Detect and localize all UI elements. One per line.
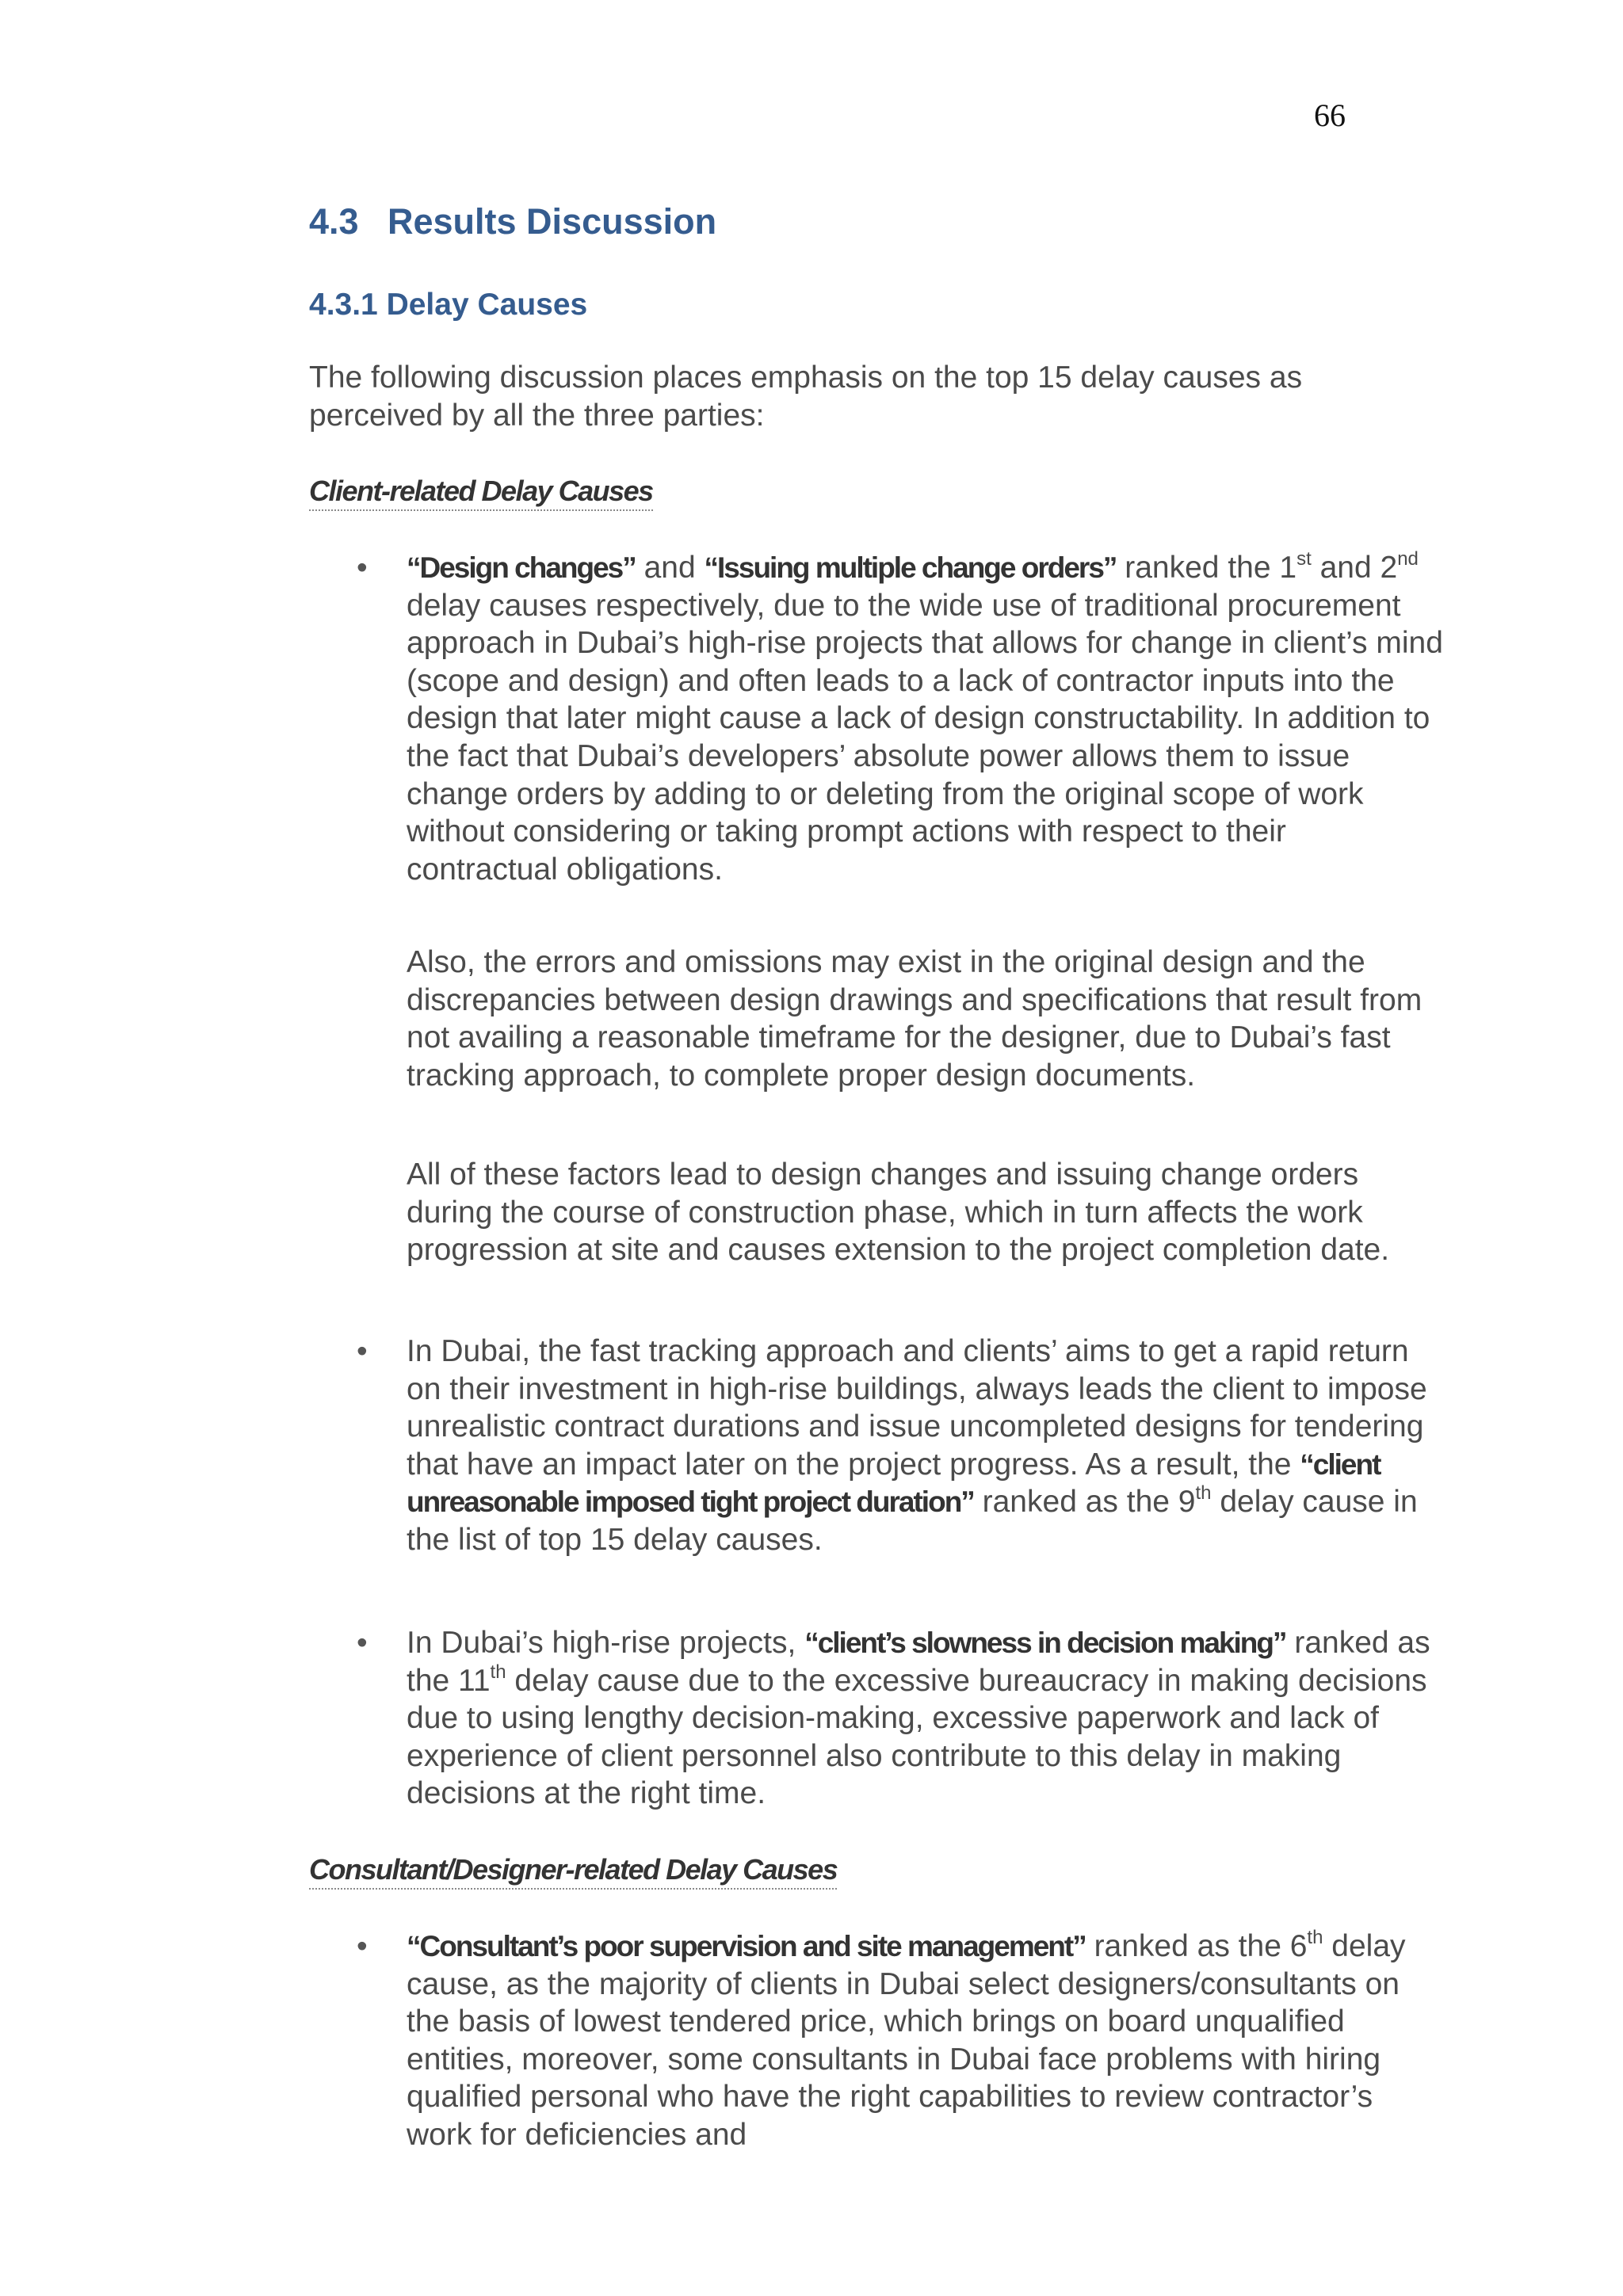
superscript: st	[1296, 548, 1312, 570]
section-heading	[309, 201, 716, 242]
bold-term: “Consultant’s poor supervision and site management”	[407, 1930, 1086, 1962]
superscript: th	[490, 1661, 506, 1683]
superscript: th	[1307, 1927, 1323, 1948]
text-run: ranked as the 11	[407, 1626, 1430, 1698]
client-para-all: All of these factors lead to design changes and issuing change orders during the course of construction phase, which in turn affects the work progression at site and causes extension to the project completion date.	[407, 1158, 1390, 1268]
client-bullet-1	[407, 549, 1445, 888]
text-run: and	[635, 551, 705, 585]
intro-paragraph: The following discussion places emphasis on the top 15 delay causes as perceived by all the three parties:	[309, 360, 1303, 433]
text-run: delay causes respectively, due to the wide use of traditional procurement approach in Dubai’s high-rise projects that allows for change in client’s mind (scope and design) and often leads to a lack of contractor inputs into the design that later might cause a lack of design constructability. In addition to the fact that Dubai’s developers’ absolute power allows them to issue change orders by adding to or deleting from the original scope of work without considering or taking prompt actions with respect to their contractual obligations.	[407, 588, 1443, 887]
bold-term: “client unreasonable imposed tight project duration”	[407, 1447, 1381, 1519]
text-run: In Dubai, the fast tracking approach and clients’ aims to get a rapid return on their investment in high-rise buildings, always leads the client to impose unrealistic contract durations and issue uncompleted designs for tendering that have an impact later on the project progress. As a result, the	[407, 1334, 1427, 1482]
text-run: delay cause, as the majority of clients in Dubai select designers/consultants on the basis of lowest tendered price, which brings on board unqualified entities, moreover, some consultants in Dubai face problems with hiring qualified personal who have the right capabilities to review contractor’s work for deficiencies and	[407, 1929, 1406, 2152]
bullet-marker: •	[357, 1626, 368, 1660]
text-run: ranked the 1	[1116, 551, 1297, 585]
client-para-also: Also, the errors and omissions may exist in the original design and the discrepancies between design drawings and specifications that result from not availing a reasonable timeframe for the designer, due to Dubai’s fast tracking approach, to complete proper design documents.	[407, 945, 1423, 1093]
section-title: Results Discussion	[388, 201, 717, 242]
text-run: delay cause due to the excessive bureaucracy in making decisions due to using lengthy decision-making, excessive paperwork and lack of experience of client personnel also contribute to this delay in making decisions at the right time.	[407, 1663, 1427, 1811]
consultant-bullet-1	[407, 1928, 1445, 2154]
text-run: ranked as the 6	[1085, 1929, 1308, 1963]
bullet-marker: •	[357, 1334, 368, 1368]
text-run: and 2	[1311, 551, 1398, 585]
consultant-section-heading: Consultant/Designer-related Delay Causes	[309, 1853, 837, 1890]
client-bullet-2	[407, 1333, 1445, 1559]
bold-term: “Design changes”	[407, 551, 636, 584]
client-section-heading: Client-related Delay Causes	[309, 475, 653, 511]
client-bullet-3	[407, 1624, 1445, 1813]
subsection-heading: 4.3.1 Delay Causes	[309, 288, 588, 322]
bullet-marker: •	[357, 551, 368, 585]
text-run: ranked as the 9	[973, 1485, 1196, 1520]
section-number: 4.3	[309, 201, 359, 242]
superscript: th	[1195, 1482, 1212, 1505]
bullet-marker: •	[357, 1929, 368, 1963]
text-run: In Dubai’s high-rise projects,	[407, 1626, 805, 1660]
text-run: delay cause in the list of top 15 delay causes.	[407, 1485, 1418, 1557]
bold-term: “client’s slowness in decision making”	[804, 1627, 1286, 1659]
bold-term: “Issuing multiple change orders”	[704, 551, 1117, 584]
superscript: nd	[1397, 548, 1419, 570]
page-number: 66	[1314, 97, 1346, 133]
